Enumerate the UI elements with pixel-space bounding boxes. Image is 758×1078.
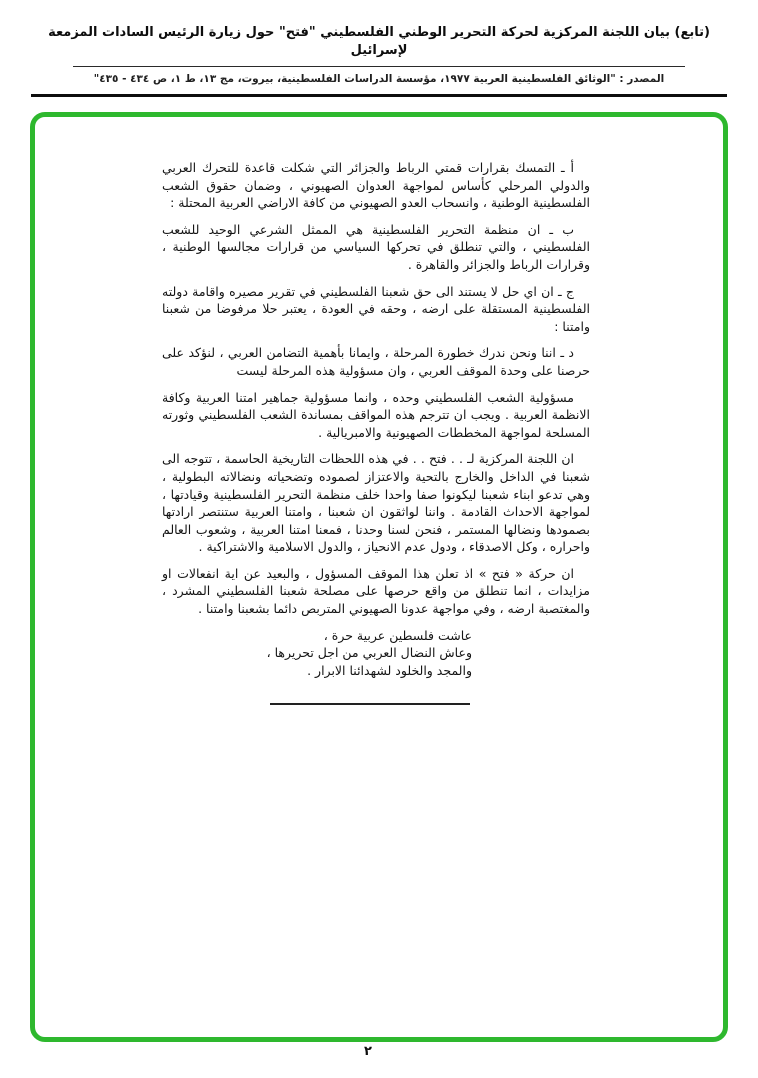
closing-line: عاشت فلسطين عربية حرة ، bbox=[323, 627, 472, 643]
paragraph-a: أ ـ التمسك بقرارات قمتي الرباط والجزائر التي شكلت قاعدة للتحرك العربي والدولي المرحلي كأساس لمواجهة العدوان الصهيوني ، وضمان حقوق الشعب الفلسطينية الوطنية ، وانسحاب العدو الصهيوني من كافة الاراضي العربية المحتلة : bbox=[162, 160, 590, 211]
closing-line: وعاش النضال العربي من اجل تحريرها ، bbox=[266, 645, 472, 661]
document-title: (تابع) بيان اللجنة المركزية لحركة التحرير الوطني الفلسطيني "فتح" حول زيارة الرئيس السادات المزمعة لإسرائيل bbox=[48, 25, 710, 58]
content-border-box bbox=[30, 112, 728, 1042]
paragraph-d: د ـ اننا ونحن ندرك خطورة المرحلة ، وايمانا بأهمية التضامن العربي ، لنؤكد على حرصنا على وحدة الموقف العربي ، وان مسؤولية هذه المرحلة ليست bbox=[162, 345, 590, 378]
paragraph-fatah-position: ان حركة « فتح » اذ تعلن هذا الموقف المسؤول ، والبعيد عن اية انفعالات او مزايدات ، انما تنطلق من واقع حرصها على مصلحة شعبنا الفلسطيني المشرد ، والمغتصبة ارضه ، وفي مواجهة عدونا الصهيوني المتربص دائما بشعبنا وامتنا . bbox=[162, 565, 590, 617]
end-of-text-divider bbox=[270, 703, 470, 705]
header-thick-rule bbox=[31, 94, 727, 97]
paragraph-responsibility: مسؤولية الشعب الفلسطيني وحده ، وانما مسؤولية جماهير امتنا العربية وكافة الانظمة العربية . ويجب ان تترجم هذه المواقف بمساندة الشعب الفلسطيني وثورته المسلحة لمواجهة المخططات الصهيونية والامبريالية . bbox=[162, 389, 590, 440]
header-thin-rule bbox=[73, 66, 685, 67]
body-text-block bbox=[162, 159, 590, 705]
closing-line: والمجد والخلود لشهدائنا الابرار . bbox=[307, 662, 472, 678]
paragraph-central-committee: ان اللجنة المركزية لـ . . فتح . . في هذه اللحظات التاريخية الحاسمة ، تتوجه الى شعبنا في الداخل والخارج بالتحية والاعتزاز لصموده وتضحياته ونضالاته البطولية ، وهي تدعو ابناء شعبنا ليكونوا صفا واحدا خلف منظمة التحرير الفلسطينية وقيادتها ، لمواجهة الاحداث القادمة . واننا لواثقون ان شعبنا ، وامتنا العربية ستنتصر ارادتها بصمودها ونضالها المستمر ، فنحن لسنا وحدنا ، فمعنا امتنا العربية ، وشعوب العالم واحراره ، وكل الاصدقاء ، ودول عدم الانحياز ، والدول الاسلامية والاشتراكية . bbox=[162, 451, 590, 555]
paragraph-c: ج ـ ان اي حل لا يستند الى حق شعبنا الفلسطيني في تقرير مصيره واقامة دولته الفلسطينية المستقلة على ارضه ، وحقه في العودة ، يعتبر حلا مرفوضا من شعبنا وامتنا : bbox=[162, 283, 590, 334]
document-header bbox=[0, 0, 758, 97]
paragraph-b: ب ـ ان منظمة التحرير الفلسطينية هي الممثل الشرعي الوحيد للشعب الفلسطيني ، والتي تنطلق في تحركها السياسي من قرارات مجالسها الوطنية ، وقرارات الرباط والجزائر والقاهرة . bbox=[162, 221, 590, 272]
document-source-line: المصدر : "الوثائق الفلسطينية العربية ١٩٧٧، مؤسسة الدراسات الفلسطينية، بيروت، مج ١٣، ط ١، ص ٤٣٤ - ٤٣٥" bbox=[93, 73, 665, 86]
page-number: ٢ bbox=[364, 1044, 372, 1059]
